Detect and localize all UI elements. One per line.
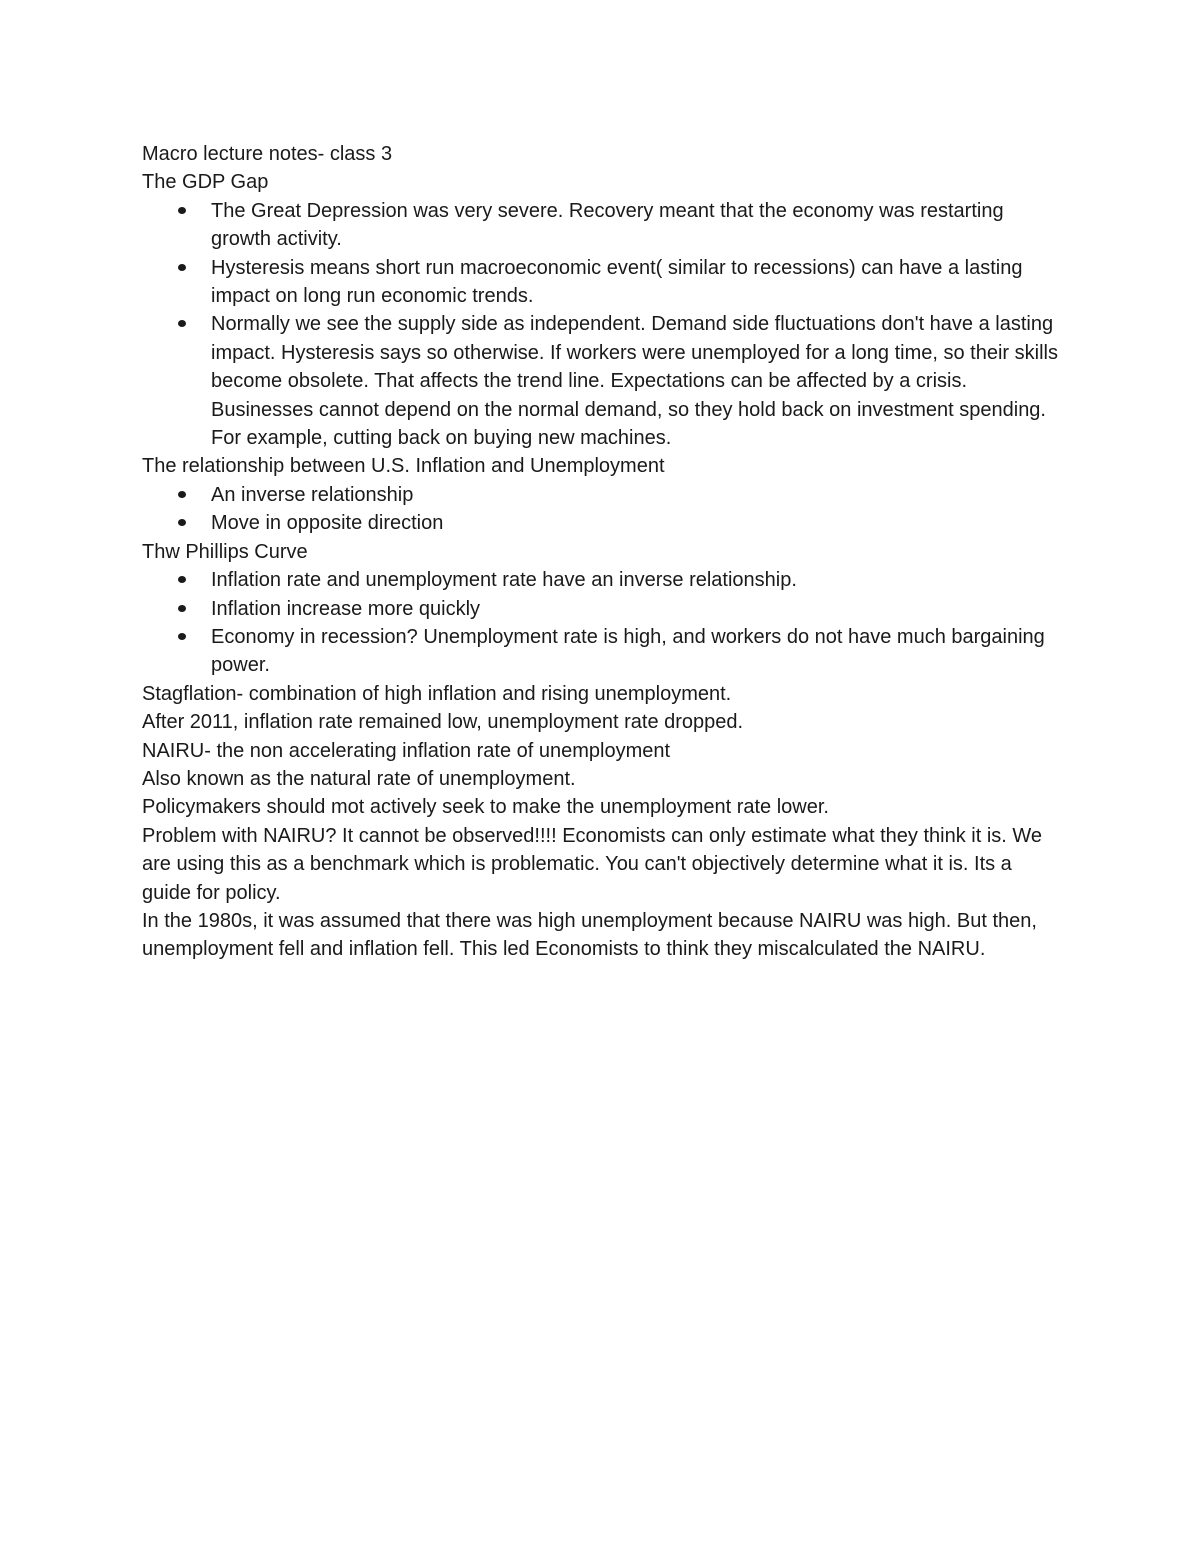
list-item xyxy=(211,623,1062,680)
bullet-icon xyxy=(178,576,186,583)
paragraph-nairu-definition: NAIRU- the non accelerating inflation rate of unemployment xyxy=(142,739,671,762)
list-item-text: Normally we see the supply side as independent. Demand side fluctuations don't have a lasting impact. Hysteresis says so otherwise. If workers were unemployed for a long time, so their skills become obsolete. That affects the trend line. Expectations can be affected by a crisis. Businesses cannot depend on the normal demand, so they hold back on investment spending. For example, cutting back on buying new machines. xyxy=(211,313,1058,450)
list-item xyxy=(211,595,1062,623)
section-heading-gdp-gap: The GDP Gap xyxy=(142,171,269,194)
list-item-text: Move in opposite direction xyxy=(211,512,444,535)
list-item xyxy=(211,310,1062,452)
section-heading-inflation-unemployment: The relationship between U.S. Inflation and Unemployment xyxy=(142,455,665,478)
bullet-icon xyxy=(178,264,186,271)
list-item-text: Hysteresis means short run macroeconomic event( similar to recessions) can have a lasting impact on long run economic trends. xyxy=(211,256,1023,308)
list-item-text: Inflation increase more quickly xyxy=(211,597,481,620)
paragraph-1980s: In the 1980s, it was assumed that there was high unemployment because NAIRU was high. But then, unemployment fell and inflation fell. This led Economists to think they miscalculated the NAIRU. xyxy=(142,909,1037,961)
list-item-text: The Great Depression was very severe. Recovery meant that the economy was restarting growth activity. xyxy=(211,199,1004,251)
paragraph-natural-rate: Also known as the natural rate of unemployment. xyxy=(142,767,576,790)
bullet-icon xyxy=(178,605,186,612)
bullet-list-phillips-curve xyxy=(142,566,1062,680)
list-item xyxy=(211,566,1062,594)
bullet-list-gdp-gap xyxy=(142,197,1062,453)
bullet-icon xyxy=(178,207,186,214)
bullet-icon xyxy=(178,633,186,640)
list-item-text: An inverse relationship xyxy=(211,483,414,506)
list-item-text: Economy in recession? Unemployment rate is high, and workers do not have much bargaining power. xyxy=(211,625,1045,677)
bullet-icon xyxy=(178,320,186,327)
list-item xyxy=(211,197,1062,254)
list-item xyxy=(211,509,1062,537)
document-body xyxy=(142,140,1062,964)
list-item xyxy=(211,254,1062,311)
list-item xyxy=(211,481,1062,509)
paragraph-after-2011: After 2011, inflation rate remained low, unemployment rate dropped. xyxy=(142,711,744,734)
paragraph-stagflation: Stagflation- combination of high inflation and rising unemployment. xyxy=(142,682,732,705)
bullet-icon xyxy=(178,519,186,526)
paragraph-nairu-problem: Problem with NAIRU? It cannot be observed!!!! Economists can only estimate what they think it is. We are using this as a benchmark which is problematic. You can't objectively determine what it is. Its a guide for policy. xyxy=(142,824,1043,904)
bullet-list-inflation-unemployment xyxy=(142,481,1062,538)
section-heading-phillips-curve: Thw Phillips Curve xyxy=(142,540,308,563)
document-title: Macro lecture notes- class 3 xyxy=(142,143,393,165)
list-item-text: Inflation rate and unemployment rate have an inverse relationship. xyxy=(211,569,797,592)
bullet-icon xyxy=(178,491,186,498)
paragraph-policymakers: Policymakers should mot actively seek to make the unemployment rate lower. xyxy=(142,796,829,819)
